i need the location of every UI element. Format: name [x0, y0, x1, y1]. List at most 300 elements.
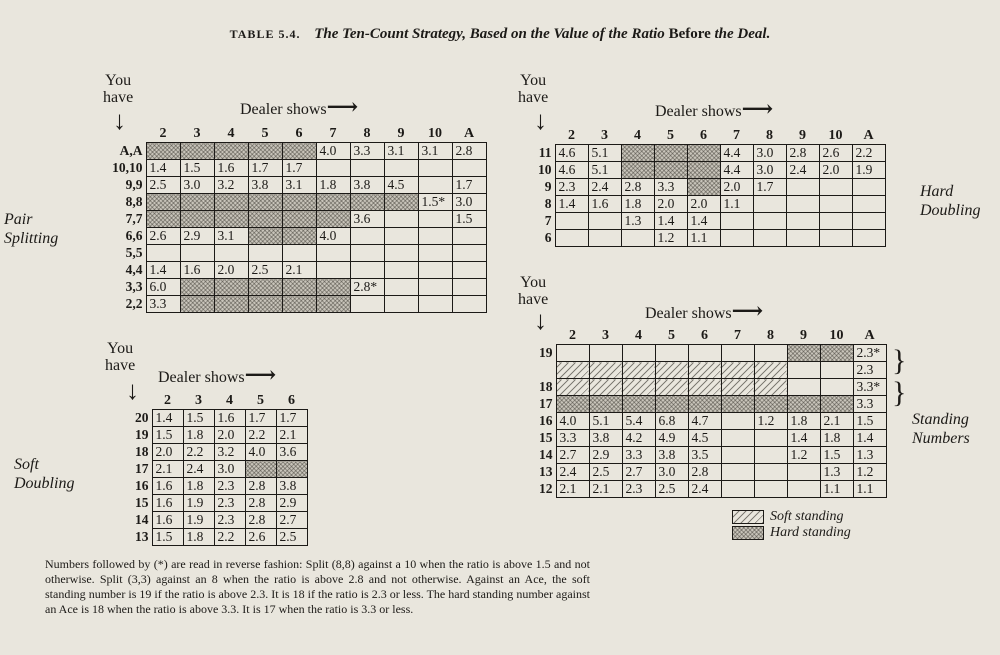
table-cell: 2.3 [622, 481, 655, 498]
table-cell: 2.7 [622, 464, 655, 481]
table-cell: 1.1 [720, 196, 753, 213]
table-cell [588, 213, 621, 230]
shaded-cell [384, 194, 418, 211]
table-cell [384, 296, 418, 313]
table-cell: 1.3 [621, 213, 654, 230]
row-label: 10 [538, 162, 552, 177]
shaded-cell [282, 211, 316, 228]
table-row [122, 410, 307, 427]
hatched-cell [556, 379, 589, 396]
table-cell: 1.5 [152, 529, 183, 546]
table-cell: 3.1 [418, 143, 452, 160]
table-cell [655, 345, 688, 362]
table-cell [819, 179, 852, 196]
shaded-cell [655, 396, 688, 413]
column-header: 3 [601, 128, 608, 143]
shaded-cell [556, 396, 589, 413]
table-cell: 4.2 [622, 430, 655, 447]
soft-section-label: Soft Doubling [14, 456, 75, 492]
table-cell: 2.5 [655, 481, 688, 498]
table-cell: 5.4 [622, 413, 655, 430]
column-header: 4 [635, 328, 642, 343]
row-label: 19 [539, 345, 553, 360]
table-cell: 4.0 [316, 228, 350, 245]
hatched-cell [622, 379, 655, 396]
shaded-cell [214, 279, 248, 296]
shaded-cell [248, 279, 282, 296]
shaded-cell [180, 279, 214, 296]
table-cell [418, 211, 452, 228]
table-cell: 3.0 [655, 464, 688, 481]
shaded-cell [687, 179, 720, 196]
table-cell: 2.9 [180, 228, 214, 245]
table-cell [418, 228, 452, 245]
shaded-cell [214, 296, 248, 313]
column-header: 3 [602, 328, 609, 343]
table-row [103, 143, 486, 160]
table-cell: 2.8 [245, 512, 276, 529]
table-cell: 3.3 [146, 296, 180, 313]
column-header: 6 [295, 126, 303, 141]
row-label: 20 [135, 410, 149, 425]
pair-splitting-table [103, 126, 487, 313]
soft-you-have: You have [105, 340, 136, 374]
table-cell: 4.9 [655, 430, 688, 447]
column-header: 6 [701, 328, 708, 343]
shaded-cell [654, 145, 687, 162]
right-arrow-icon: ⟶ [326, 94, 359, 119]
table-cell: 5.1 [588, 162, 621, 179]
table-cell: 3.1 [384, 143, 418, 160]
row-label: 18 [539, 379, 553, 394]
table-caption [0, 26, 1000, 43]
table-cell [786, 213, 819, 230]
table-cell: 3.3 [853, 396, 886, 413]
shaded-cell [180, 296, 214, 313]
table-cell: 2.3 [214, 478, 245, 495]
standing-section-label: Standing Numbers [912, 411, 970, 447]
brace-icon: } [892, 344, 907, 377]
table-cell [753, 230, 786, 247]
table-cell: 2.3 [214, 495, 245, 512]
table-cell: 3.8 [655, 447, 688, 464]
table-cell [350, 160, 384, 177]
shaded-cell [621, 145, 654, 162]
column-header: 8 [766, 128, 773, 143]
table-cell [819, 213, 852, 230]
table-row [522, 179, 885, 196]
table-cell [852, 196, 885, 213]
table-cell [721, 447, 754, 464]
table-cell: 2.9 [589, 447, 622, 464]
column-header: 6 [288, 393, 295, 408]
table-cell: 2.4 [688, 481, 721, 498]
soft-doubling-table [122, 393, 308, 546]
table-cell: 2.0 [214, 427, 245, 444]
row-label: 14 [135, 512, 149, 527]
right-arrow-icon: ⟶ [731, 298, 764, 323]
shaded-cell [350, 194, 384, 211]
corner-cell [522, 128, 555, 145]
table-cell: 2.4 [786, 162, 819, 179]
table-cell: 1.8 [183, 478, 214, 495]
table-cell: 1.8 [820, 430, 853, 447]
table-cell [384, 245, 418, 262]
hard-doubling-table [522, 128, 886, 247]
shaded-cell [248, 228, 282, 245]
table-cell: 2.0 [214, 262, 248, 279]
row-label: 7 [544, 213, 552, 228]
column-header: 7 [329, 126, 337, 141]
table-cell: 1.5 [152, 427, 183, 444]
table-cell: 4.4 [720, 145, 753, 162]
table-cell [418, 160, 452, 177]
table-cell [452, 279, 486, 296]
hatched-cell [556, 362, 589, 379]
shaded-cell [688, 396, 721, 413]
column-header: 3 [193, 126, 201, 141]
table-cell [418, 262, 452, 279]
column-header: 10 [829, 328, 844, 343]
table-cell: 1.1 [687, 230, 720, 247]
table-row [103, 296, 486, 313]
table-cell [180, 245, 214, 262]
table-cell: 2.0 [720, 179, 753, 196]
table-cell: 2.1 [276, 427, 307, 444]
table-cell: 1.4 [555, 196, 588, 213]
table-cell: 1.6 [152, 495, 183, 512]
table-cell: 3.3 [622, 447, 655, 464]
table-cell [721, 430, 754, 447]
row-label: 16 [135, 478, 149, 493]
table-row [122, 495, 307, 512]
table-cell [852, 179, 885, 196]
table-cell: 1.8 [621, 196, 654, 213]
table-cell: 3.1 [214, 228, 248, 245]
table-cell [621, 230, 654, 247]
table-cell: 4.5 [688, 430, 721, 447]
shaded-cell [180, 143, 214, 160]
table-cell: 3.8 [248, 177, 282, 194]
table-cell: 1.5 [853, 413, 886, 430]
table-cell: 1.6 [152, 478, 183, 495]
table-cell [384, 211, 418, 228]
table-cell [754, 345, 787, 362]
row-label: 15 [539, 430, 553, 445]
table-cell: 3.6 [350, 211, 384, 228]
brace-icon: } [892, 376, 907, 409]
column-header: 6 [700, 128, 707, 143]
pair-dealer-shows: Dealer shows⟶ [240, 94, 359, 119]
table-cell: 3.0 [180, 177, 214, 194]
table-cell: 2.1 [589, 481, 622, 498]
column-header: 2 [568, 128, 575, 143]
table-cell [555, 230, 588, 247]
column-header: 5 [668, 328, 675, 343]
pair-section-label: Pair Splitting [4, 211, 59, 247]
table-row [522, 145, 885, 162]
shaded-cell [282, 228, 316, 245]
table-row [522, 362, 886, 379]
table-cell [282, 245, 316, 262]
table-cell: 2.8 [452, 143, 486, 160]
table-cell: 4.6 [555, 145, 588, 162]
table-row [522, 447, 886, 464]
table-cell: 1.5 [180, 160, 214, 177]
column-header: 10 [828, 128, 843, 143]
table-cell: 2.2 [852, 145, 885, 162]
table-cell [720, 213, 753, 230]
hatched-cell [721, 379, 754, 396]
table-cell: 2.2 [183, 444, 214, 461]
shaded-cell [146, 194, 180, 211]
shaded-cell [687, 145, 720, 162]
table-row [103, 194, 486, 211]
table-row [522, 196, 885, 213]
table-cell [721, 464, 754, 481]
table-row [522, 396, 886, 413]
table-cell: 1.3 [820, 464, 853, 481]
header-row [522, 328, 886, 345]
table-cell [787, 379, 820, 396]
table-cell: 1.4 [853, 430, 886, 447]
table-cell: 1.4 [787, 430, 820, 447]
table-cell: 5.1 [588, 145, 621, 162]
table-cell: 1.6 [152, 512, 183, 529]
column-header: 10 [428, 126, 442, 141]
table-row [522, 379, 886, 396]
corner-cell [522, 328, 556, 345]
hard-dealer-shows: Dealer shows⟶ [655, 96, 774, 121]
table-cell: 4.0 [316, 143, 350, 160]
table-cell [786, 196, 819, 213]
table-cell: 1.2 [787, 447, 820, 464]
table-cell [720, 230, 753, 247]
caption-text-a: The Ten-Count Strategy, Based on the Value of the Ratio [314, 26, 665, 42]
table-cell: 4.6 [555, 162, 588, 179]
hatched-cell [622, 362, 655, 379]
legend [732, 509, 851, 541]
header-row [103, 126, 486, 143]
shaded-cell [621, 162, 654, 179]
table-cell [350, 262, 384, 279]
table-cell [754, 447, 787, 464]
shaded-cell [622, 396, 655, 413]
row-label: 10,10 [112, 160, 143, 175]
table-cell: 1.5 [183, 410, 214, 427]
table-cell: 1.9 [183, 512, 214, 529]
row-label: 14 [539, 447, 553, 462]
table-row [522, 481, 886, 498]
table-cell [819, 196, 852, 213]
table-cell: 3.3 [556, 430, 589, 447]
row-label: 12 [539, 481, 553, 496]
row-label: 17 [135, 461, 149, 476]
table-cell: 2.8* [350, 279, 384, 296]
table-row [522, 413, 886, 430]
table-row [122, 461, 307, 478]
table-cell [384, 262, 418, 279]
column-header: 4 [227, 126, 235, 141]
table-cell: 1.8 [316, 177, 350, 194]
soft-standing-swatch [732, 510, 764, 524]
table-cell: 2.1 [820, 413, 853, 430]
row-label: 6,6 [125, 228, 143, 243]
hatched-cell [655, 362, 688, 379]
table-cell: 3.3 [350, 143, 384, 160]
table-cell [214, 245, 248, 262]
table-cell: 1.2 [654, 230, 687, 247]
shaded-cell [820, 396, 853, 413]
table-cell [146, 245, 180, 262]
table-cell: 3.2 [214, 444, 245, 461]
table-cell: 2.3 [853, 362, 886, 379]
column-header: 3 [195, 393, 202, 408]
table-cell: 1.7 [248, 160, 282, 177]
table-cell [418, 245, 452, 262]
table-cell: 1.6 [214, 410, 245, 427]
table-cell [418, 296, 452, 313]
table-cell: 2.8 [245, 478, 276, 495]
stand-you-have: You have [518, 274, 549, 308]
table-cell [384, 279, 418, 296]
row-label: 2,2 [125, 296, 143, 311]
table-cell: 1.7 [245, 410, 276, 427]
column-header: A [864, 328, 875, 343]
table-row [522, 345, 886, 362]
table-cell [418, 177, 452, 194]
table-cell: 2.1 [152, 461, 183, 478]
table-cell: 2.5 [589, 464, 622, 481]
table-cell: 2.0 [654, 196, 687, 213]
table-cell: 4.0 [556, 413, 589, 430]
table-cell [787, 464, 820, 481]
table-cell: 2.1 [282, 262, 316, 279]
table-cell: 1.2 [853, 464, 886, 481]
table-cell: 3.3 [654, 179, 687, 196]
standing-numbers-table [522, 328, 887, 498]
table-row [122, 444, 307, 461]
table-cell [754, 430, 787, 447]
shaded-cell [787, 396, 820, 413]
table-cell: 3.0 [753, 162, 786, 179]
table-row [522, 230, 885, 247]
shaded-cell [316, 211, 350, 228]
table-cell: 2.0 [819, 162, 852, 179]
pair-you-have: You have [103, 72, 134, 106]
table-row [103, 177, 486, 194]
table-cell: 2.6 [245, 529, 276, 546]
table-cell [786, 230, 819, 247]
column-header: 5 [667, 128, 674, 143]
shaded-cell [282, 296, 316, 313]
shaded-cell [248, 143, 282, 160]
table-cell [316, 262, 350, 279]
table-cell: 2.3 [214, 512, 245, 529]
table-cell: 1.5 [820, 447, 853, 464]
table-cell: 1.4 [152, 410, 183, 427]
row-label: 5,5 [125, 245, 143, 260]
table-cell: 3.3* [853, 379, 886, 396]
stand-down-arrow-icon: ↓ [534, 306, 547, 335]
table-cell: 2.7 [276, 512, 307, 529]
table-cell: 4.5 [384, 177, 418, 194]
row-label: 19 [135, 427, 149, 442]
table-cell [589, 345, 622, 362]
table-cell: 2.2 [214, 529, 245, 546]
table-row [103, 262, 486, 279]
hard-standing-swatch [732, 526, 764, 540]
row-label: 9 [544, 179, 552, 194]
caption-text-c: the Deal. [714, 26, 771, 42]
column-header: 5 [257, 393, 264, 408]
footnote: Numbers followed by (*) are read in reverse fashion: Split (8,8) against a 10 when the ratio is above 1.5 and not otherwise. Split (3,3) against an 8 when the ratio is above 2.8 and not otherwise. Against an Ace, the soft standing number is 19 if the ratio is above 2.3. It is 18 if the ratio is 2.3 or less. The hard standing number against an Ace is 18 when the ratio is above 3.3. It is 17 when the ratio is 3.3 or less. [45, 557, 590, 616]
table-cell: 2.8 [621, 179, 654, 196]
hatched-cell [754, 379, 787, 396]
table-cell: 1.4 [654, 213, 687, 230]
row-label: 6 [544, 230, 552, 245]
shaded-cell [654, 162, 687, 179]
shaded-cell [282, 143, 316, 160]
table-cell: 1.9 [183, 495, 214, 512]
table-cell: 3.0 [214, 461, 245, 478]
shaded-cell [721, 396, 754, 413]
row-label: A,A [119, 143, 143, 158]
table-cell [852, 213, 885, 230]
table-row [103, 211, 486, 228]
column-header: 4 [634, 128, 641, 143]
table-cell [753, 213, 786, 230]
table-cell: 3.8 [276, 478, 307, 495]
column-header: A [863, 128, 874, 143]
table-cell [452, 228, 486, 245]
table-cell [622, 345, 655, 362]
table-cell [753, 196, 786, 213]
table-cell: 1.8 [183, 427, 214, 444]
row-label: 3,3 [125, 279, 143, 294]
table-cell: 2.8 [786, 145, 819, 162]
shaded-cell [754, 396, 787, 413]
table-cell: 3.5 [688, 447, 721, 464]
shaded-cell [146, 143, 180, 160]
hatched-cell [688, 379, 721, 396]
table-row [122, 478, 307, 495]
table-cell: 2.3 [555, 179, 588, 196]
table-cell: 2.0 [152, 444, 183, 461]
row-label: 15 [135, 495, 149, 510]
shaded-cell [282, 194, 316, 211]
table-cell [787, 481, 820, 498]
shaded-cell [316, 296, 350, 313]
row-label: 17 [539, 396, 553, 411]
table-cell [418, 279, 452, 296]
table-cell [555, 213, 588, 230]
table-cell: 1.9 [852, 162, 885, 179]
table-cell: 3.8 [350, 177, 384, 194]
table-cell: 2.7 [556, 447, 589, 464]
shaded-cell [214, 211, 248, 228]
table-cell [721, 345, 754, 362]
table-cell: 1.3 [853, 447, 886, 464]
hatched-cell [589, 362, 622, 379]
table-cell [452, 245, 486, 262]
table-row [522, 162, 885, 179]
table-number: TABLE 5.4. [229, 27, 301, 41]
soft-down-arrow-icon: ↓ [126, 376, 139, 405]
table-cell: 5.1 [589, 413, 622, 430]
table-row [103, 279, 486, 296]
column-header: 9 [397, 126, 405, 141]
